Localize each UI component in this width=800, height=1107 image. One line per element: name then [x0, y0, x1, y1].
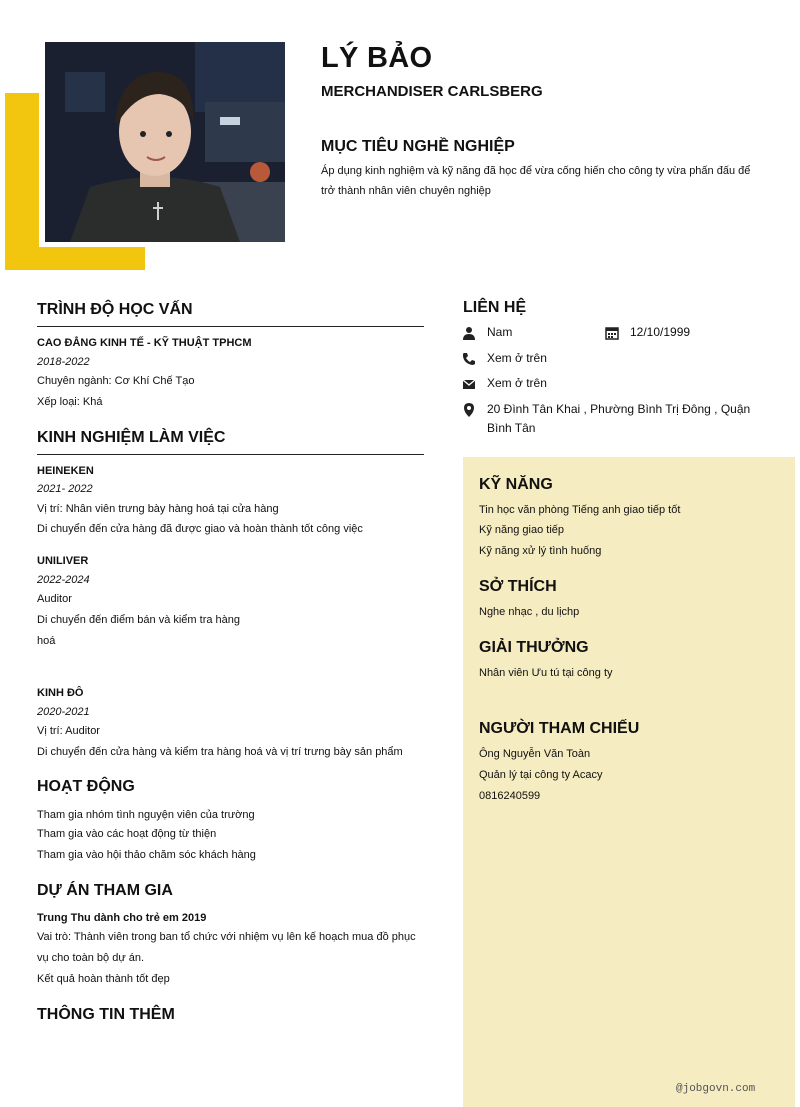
contact-gender: Nam: [487, 325, 513, 339]
contact-email: Xem ở trên: [487, 376, 547, 390]
profile-photo: [45, 42, 285, 242]
education-title: TRÌNH ĐỘ HỌC VẤN: [37, 301, 193, 318]
contact-title: LIÊN HỆ: [463, 299, 527, 316]
skills-title: KỸ NĂNG: [479, 476, 553, 493]
hobbies-title: SỞ THÍCH: [479, 578, 557, 595]
contact-address-line1: 20 Đình Tân Khai , Phường Bình Trị Đông , Quận: [487, 402, 751, 416]
hobbies-text: Nghe nhạc , du lịchp: [479, 606, 580, 618]
objective-text-line2: trở thành nhân viên chuyên nghiệp: [321, 185, 491, 197]
skill-item: Kỹ năng xử lý tình huống: [479, 545, 602, 557]
awards-text: Nhân viên Ưu tú tại công ty: [479, 667, 613, 679]
job-years: 2021- 2022: [37, 483, 93, 495]
skill-item: Tin học văn phòng Tiếng anh giao tiếp tốt: [479, 504, 681, 516]
contact-dob: 12/10/1999: [630, 325, 691, 339]
experience-title: KINH NGHIỆM LÀM VIỆC: [37, 429, 226, 446]
activity-item: Tham gia vào các hoạt động từ thiện: [37, 828, 217, 840]
education-school: CAO ĐẲNG KINH TẾ - KỸ THUẬT TPHCM: [37, 337, 252, 349]
activities-title: HOẠT ĐỘNG: [37, 778, 135, 795]
activity-item: Tham gia vào hội thảo chăm sóc khách hàng: [37, 849, 256, 861]
references-title: NGƯỜI THAM CHIẾU: [479, 720, 640, 737]
location-pin-icon: [462, 403, 476, 422]
job-company: KINH ĐÔ: [37, 687, 84, 699]
email-icon: [462, 377, 476, 396]
education-major: Chuyên ngành: Cơ Khí Chế Tạo: [37, 375, 195, 387]
objective-title: MỤC TIÊU NGHỀ NGHIỆP: [321, 138, 515, 155]
job-line: Vị trí: Auditor: [37, 725, 100, 737]
contact-address-line2: Bình Tân: [487, 421, 536, 435]
job-company: HEINEKEN: [37, 465, 94, 477]
watermark: @jobgovn.com: [676, 1083, 756, 1095]
reference-position: Quản lý tại công ty Acacy: [479, 769, 603, 781]
project-line: Kết quả hoàn thành tốt đẹp: [37, 973, 170, 985]
job-company: UNILIVER: [37, 555, 89, 567]
job-line: Auditor: [37, 593, 72, 605]
project-name: Trung Thu dành cho trẻ em 2019: [37, 912, 207, 924]
reference-phone: 0816240599: [479, 790, 541, 802]
extra-info-title: THÔNG TIN THÊM: [37, 1006, 175, 1023]
accent-bar-horizontal: [5, 247, 145, 270]
job-years: 2022-2024: [37, 574, 90, 586]
job-line: Di chuyển đến cửa hàng và kiểm tra hàng hoá và vị trí trưng bày sản phẩm: [37, 746, 403, 758]
education-years: 2018-2022: [37, 356, 90, 368]
skill-item: Kỹ năng giao tiếp: [479, 524, 565, 536]
projects-title: DỰ ÁN THAM GIA: [37, 882, 173, 899]
contact-phone: Xem ở trên: [487, 351, 547, 365]
objective-text-line1: Áp dụng kinh nghiệm và kỹ năng đã học để vừa cống hiến cho công ty vừa phấn đấu để: [321, 165, 751, 177]
candidate-role: MERCHANDISER CARLSBERG: [321, 83, 543, 100]
job-line: Di chuyển đến cửa hàng đã được giao và hoàn thành tốt công việc: [37, 523, 363, 535]
activity-item: Tham gia nhóm tình nguyện viên của trường: [37, 809, 255, 821]
job-line: Vị trí: Nhân viên trưng bày hàng hoá tại cửa hàng: [37, 503, 279, 515]
job-line: hoá: [37, 635, 56, 647]
project-line: vụ cho toàn bộ dự án.: [37, 952, 145, 964]
job-years: 2020-2021: [37, 706, 90, 718]
accent-bar-vertical: [5, 93, 39, 270]
job-line: Di chuyển đến điểm bán và kiểm tra hàng: [37, 614, 241, 626]
education-grade: Xếp loại: Khá: [37, 396, 103, 408]
project-line: Vai trò: Thành viên trong ban tổ chức với nhiệm vụ lên kế hoạch mua đồ phục: [37, 931, 416, 943]
phone-icon: [462, 352, 476, 371]
awards-title: GIẢI THƯỞNG: [479, 639, 589, 656]
calendar-icon: [605, 326, 619, 345]
reference-name: Ông Nguyễn Văn Toàn: [479, 748, 591, 760]
person-icon: [462, 326, 476, 345]
education-divider: [37, 326, 424, 327]
experience-divider: [37, 454, 424, 455]
candidate-name: LÝ BẢO: [321, 42, 433, 74]
